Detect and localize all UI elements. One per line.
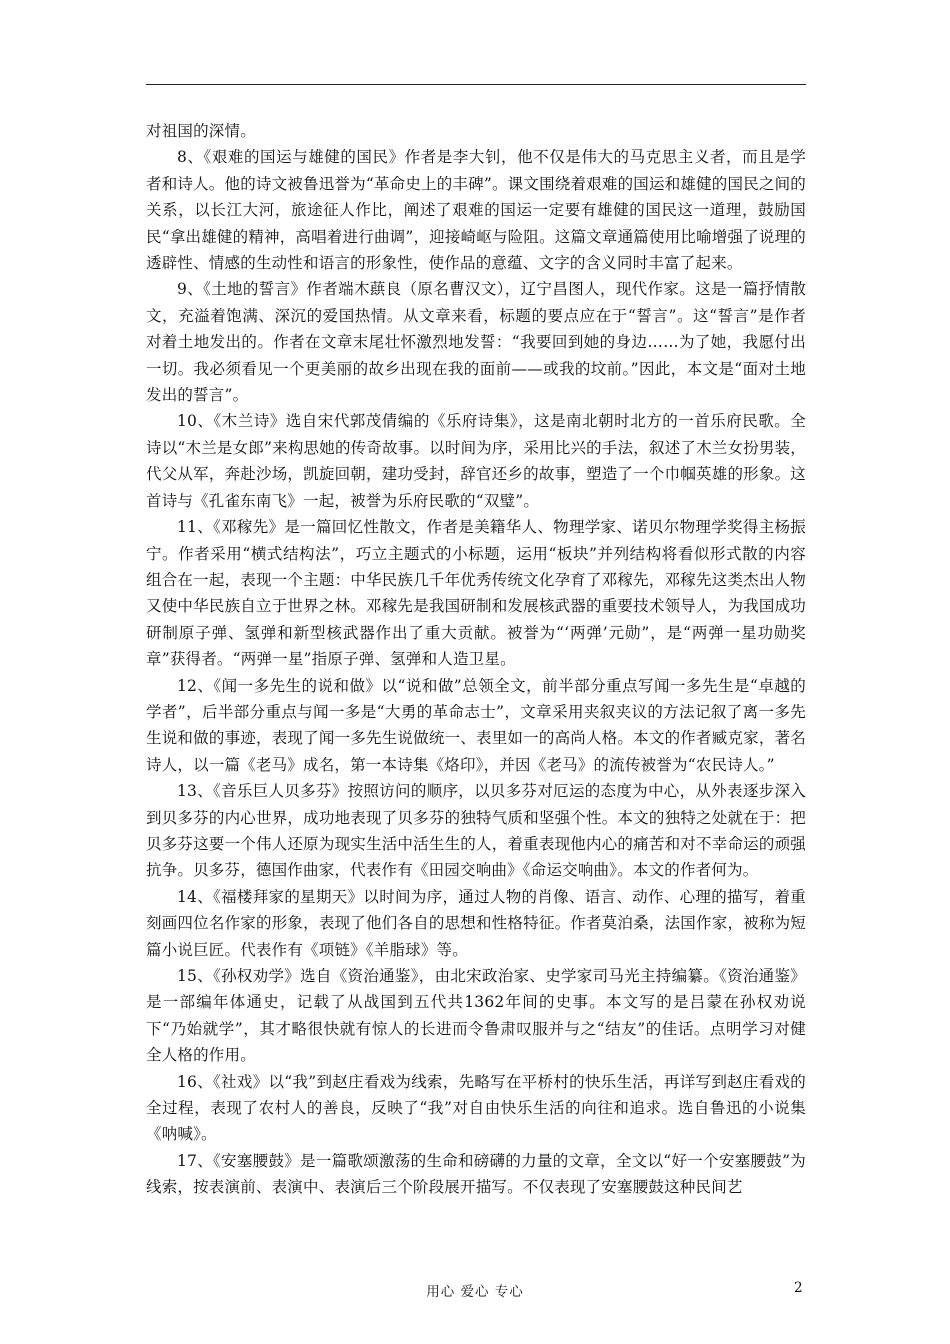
paragraph-item-13: 13、《音乐巨人贝多芬》按照访问的顺序，以贝多芬对厄运的态度为中心，从外表逐步深入到贝多芬的内心世界，成功地表现了贝多芬的独特气质和坚强个性。本文的独特之处就在于：把贝多芬这要一个伟人还原为现实生活中活生生的人，着重表现他内心的痛苦和对不幸命运的顽强抗争。贝多芬，德国作曲家，代表作有《田园交响曲》《命运交响曲》。本文的作者何为。 — [146, 782, 806, 880]
footer-motto: 用心 爱心 专心 — [426, 1284, 524, 1300]
paragraph-item-8: 8、《艰难的国运与雄健的国民》作者是李大钊，他不仅是伟大的马克思主义者，而且是学者和诗人。他的诗文被鲁迅誉为“革命史上的丰碑”。课文围绕着艰难的国运和雄健的国民之间的关系，以长江大河，旅途征人作比，阐述了艰难的国运一定要有雄健的国民这一道理，鼓励国民“拿出雄健的精神，高唱着进行曲调”，迎接崎岖与险阻。这篇文章通篇使用比喻增强了说理的透辟性、情感的生动性和语言的形象性，使作品的意蕴、文字的含义同时丰富了起来。 — [146, 148, 806, 273]
document-body — [146, 118, 806, 1201]
header-rule — [146, 84, 806, 85]
paragraph-continuation: 对祖国的深情。 — [146, 122, 256, 140]
paragraph-item-9: 9、《土地的誓言》作者端木蕻良（原名曹汉文），辽宁昌图人，现代作家。这是一篇抒情散文，充溢着饱满、深沉的爱国热情。从文章来看，标题的要点应在于“誓言”。这“誓言”是作者对着土地发出的。作者在文章末尾壮怀激烈地发誓：“我要回到她的身边……为了她，我愿付出一切。我必须看见一个更美丽的故乡出现在我的面前——或我的坟前。”因此，本文是“面对土地发出的誓言”。 — [146, 280, 806, 405]
paragraph-item-15: 15、《孙权劝学》选自《资治通鉴》，由北宋政治家、史学家司马光主持编纂。《资治通鉴》是一部编年体通史，记载了从战国到五代共1362年间的史事。本文写的是吕蒙在孙权劝说下“乃始就学”，其才略很快就有惊人的长进而令鲁肃叹服并与之“结友”的佳话。点明学习对健全人格的作用。 — [146, 967, 806, 1065]
paragraph-item-11: 11、《邓稼先》是一篇回忆性散文，作者是美籍华人、物理学家、诺贝尔物理学奖得主杨振宁。作者采用“横式结构法”，巧立主题式的小标题，运用“板块”并列结构将看似形式散的内容组合在一起，表现一个主题：中华民族几千年优秀传统文化孕育了邓稼先，邓稼先这类杰出人物又使中华民族自立于世界之林。邓稼先是我国研制和发展核武器的重要技术领导人，为我国成功研制原子弹、氢弹和新型核武器作出了重大贡献。被誉为“‘两弹’元勋”，是“两弹一星功勋奖章”获得者。“两弹一星”指原子弹、氢弹和人造卫星。 — [146, 518, 806, 669]
page-number: 2 — [794, 1280, 803, 1296]
paragraph-item-17: 17、《安塞腰鼓》是一篇歌颂激荡的生命和磅礴的力量的文章，全文以“好一个安塞腰鼓”为线索，按表演前、表演中、表演后三个阶段展开描写。不仅表现了安塞腰鼓这种民间艺 — [146, 1151, 806, 1197]
paragraph-item-12: 12、《闻一多先生的说和做》以“说和做”总领全文，前半部分重点写闻一多先生是“卓越的学者”，后半部分重点与闻一多是“大勇的革命志士”，文章采用夹叙夹议的方法记叙了离一多先生说和做的事迹，表现了闻一多先生说做统一、表里如一的高尚人格。本文的作者臧克家，著名诗人，以一篇《老马》成名，第一本诗集《烙印》，并因《老马》的流传被誉为“农民诗人。” — [146, 676, 806, 774]
paragraph-item-14: 14、《福楼拜家的星期天》以时间为序，通过人物的肖像、语言、动作、心理的描写，着重刻画四位名作家的形象，表现了他们各自的思想和性格特征。作者莫泊桑，法国作家，被称为短篇小说巨匠。代表作有《项链》《羊脂球》等。 — [146, 887, 806, 959]
paragraph-item-16: 16、《社戏》以“我”到赵庄看戏为线索，先略写在平桥村的快乐生活，再详写到赵庄看戏的全过程，表现了农村人的善良，反映了“我”对自由快乐生活的向往和追求。选自鲁迅的小说集《呐喊》。 — [146, 1072, 806, 1144]
paragraph-item-10: 10、《木兰诗》选自宋代郭茂倩编的《乐府诗集》，这是南北朝时北方的一首乐府民歌。全诗以“木兰是女郎”来构思她的传奇故事。以时间为序，采用比兴的手法，叙述了木兰女扮男装，代父从军，奔赴沙场，凯旋回朝，建功受封，辞官还乡的故事，塑造了一个巾帼英雄的形象。这首诗与《孔雀东南飞》一起，被誉为乐府民歌的“双璧”。 — [146, 412, 806, 510]
